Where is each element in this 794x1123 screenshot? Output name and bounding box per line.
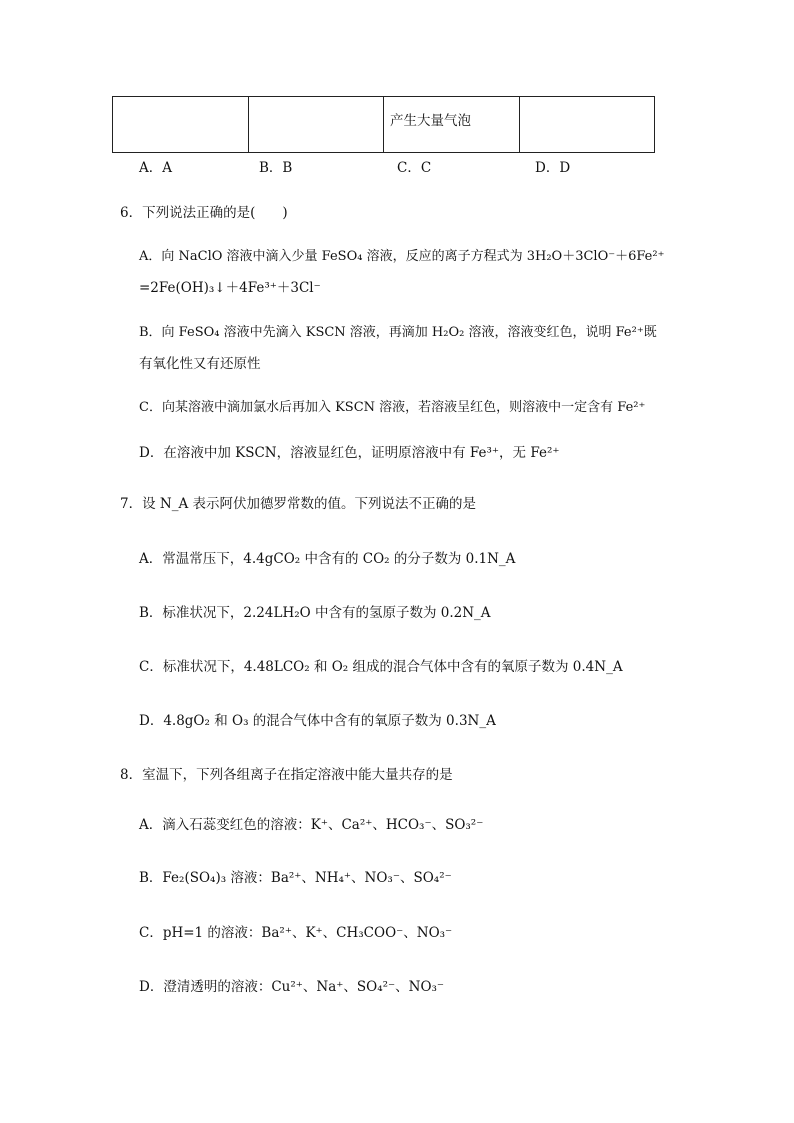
q8-option-a: A．滴入石蕊变红色的溶液：K⁺、Ca²⁺、HCO₃⁻、SO₃²⁻ (139, 817, 484, 833)
q5-option-b: B．B (259, 160, 293, 176)
q6-option-d: D．在溶液中加 KSCN，溶液显红色，证明原溶液中有 Fe³⁺，无 Fe²⁺ (139, 445, 560, 461)
answer-table (112, 96, 655, 153)
q5-option-c: C．C (397, 160, 432, 176)
table-cell: 产生大量气泡 (384, 97, 520, 153)
q6-option-a-line1: A．向 NaClO 溶液中滴入少量 FeSO₄ 溶液，反应的离子方程式为 3H₂O＋3ClO⁻＋6Fe²⁺ (139, 249, 665, 264)
table-cell (519, 97, 655, 153)
q6-option-b-line1: B．向 FeSO₄ 溶液中先滴入 KSCN 溶液，再滴加 H₂O₂ 溶液，溶液变红色，说明 Fe²⁺既 (139, 325, 657, 340)
q5-option-a: A．A (139, 160, 172, 176)
q7-option-b: B．标准状况下，2.24LH₂O 中含有的氢原子数为 0.2N_A (139, 605, 491, 621)
q6-option-a-line2: =2Fe(OH)₃↓＋4Fe³⁺＋3Cl⁻ (139, 280, 321, 296)
q8-option-d: D．澄清透明的溶液：Cu²⁺、Na⁺、SO₄²⁻、NO₃⁻ (139, 979, 445, 995)
q6-option-c: C．向某溶液中滴加氯水后再加入 KSCN 溶液，若溶液呈红色，则溶液中一定含有 Fe²⁺ (139, 400, 646, 415)
q8-option-b: B．Fe₂(SO₄)₃ 溶液：Ba²⁺、NH₄⁺、NO₃⁻、SO₄²⁻ (139, 870, 452, 886)
q7-stem: 7．设 N_A 表示阿伏加德罗常数的值。下列说法不正确的是 (120, 496, 476, 512)
q7-option-d: D．4.8gO₂ 和 O₃ 的混合气体中含有的氧原子数为 0.3N_A (139, 713, 496, 729)
q7-option-a: A．常温常压下，4.4gCO₂ 中含有的 CO₂ 的分子数为 0.1N_A (139, 551, 516, 567)
table-cell (113, 97, 249, 153)
q8-option-c: C．pH=1 的溶液：Ba²⁺、K⁺、CH₃COO⁻、NO₃⁻ (139, 925, 453, 941)
q6-stem: 6．下列说法正确的是( ) (120, 205, 288, 221)
q7-option-c: C．标准状况下，4.48LCO₂ 和 O₂ 组成的混合气体中含有的氧原子数为 0.4N_A (139, 659, 623, 675)
q8-stem: 8．室温下，下列各组离子在指定溶液中能大量共存的是 (120, 767, 453, 783)
table-cell (248, 97, 384, 153)
q5-option-d: D．D (535, 160, 571, 176)
q6-option-b-line2: 有氧化性又有还原性 (139, 356, 261, 372)
